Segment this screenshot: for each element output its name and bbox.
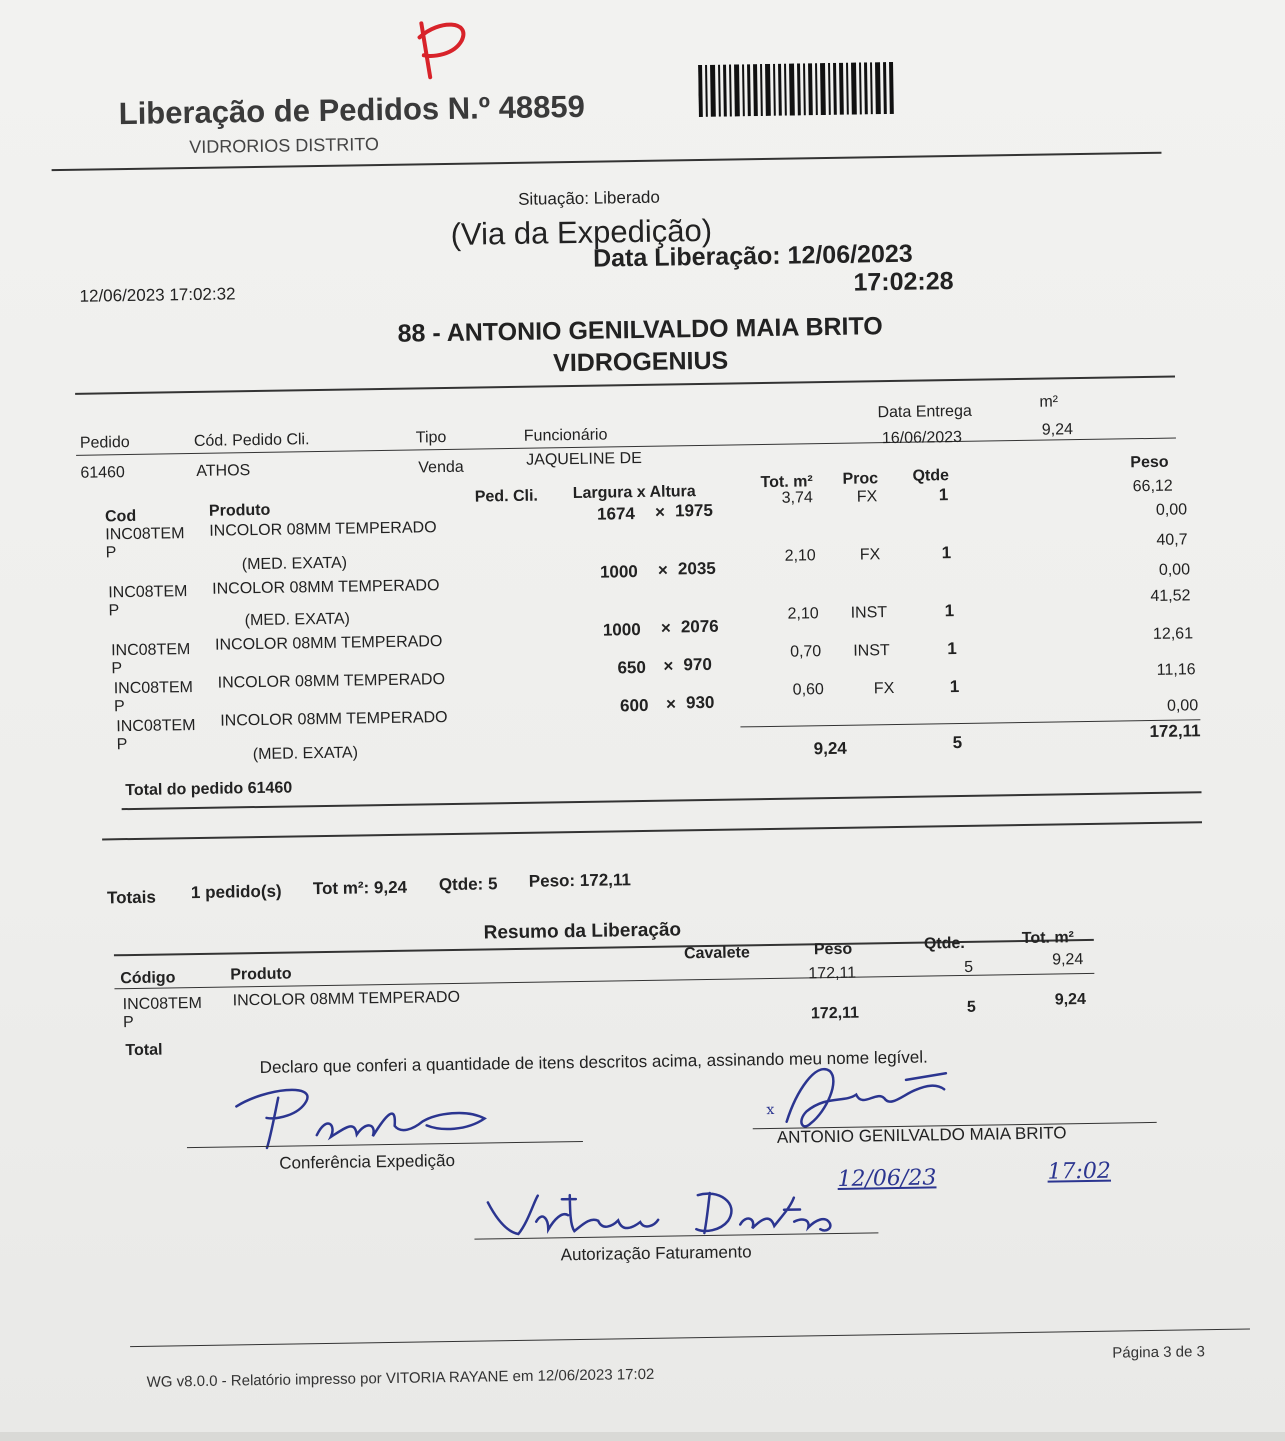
pedido-tipo: Venda xyxy=(418,458,464,477)
hora-liberacao: 17:02:28 xyxy=(853,267,954,297)
autorizacao-signature-icon xyxy=(478,1176,879,1252)
header-m2: m² xyxy=(1039,393,1059,411)
header-data-entrega: Data Entrega xyxy=(877,402,972,422)
item-2-tot-m2: 2,10 xyxy=(784,547,816,565)
item-5-cod-suffix: P xyxy=(116,736,128,754)
item-1-x: × xyxy=(654,502,666,522)
situacao-label: Situação: Liberado xyxy=(517,187,661,209)
item-4-produto: INCOLOR 08MM TEMPERADO xyxy=(217,671,446,692)
footer-pagina: Página 3 de 3 xyxy=(1112,1343,1206,1362)
pedido-total-qtde: 5 xyxy=(952,732,963,753)
cliente-name: 88 - ANTONIO GENILVALDO MAIA BRITO xyxy=(397,312,883,348)
item-2-qtde: 1 xyxy=(941,543,952,563)
item-5-proc: FX xyxy=(873,680,895,698)
item-4-proc: INST xyxy=(853,642,890,660)
svg-text:x: x xyxy=(766,1101,775,1119)
item-2-produto: INCOLOR 08MM TEMPERADO xyxy=(212,577,440,598)
resumo-row-produto: INCOLOR 08MM TEMPERADO xyxy=(232,988,461,1010)
items-header-ped-cli: Ped. Cli. xyxy=(474,487,539,506)
items-header-proc: Proc xyxy=(842,470,879,488)
pedido-total-peso: 172,11 xyxy=(1149,721,1201,741)
resumo-title: Resumo da Liberação xyxy=(483,919,682,944)
client-divider xyxy=(75,376,1175,395)
item-2-proc: FX xyxy=(859,546,881,564)
footer-relatorio: WG v8.0.0 - Relatório impresso por VITORIA RAYANE em 12/06/2023 17:02 xyxy=(146,1365,655,1391)
item-1-obs: (MED. EXATA) xyxy=(241,554,348,574)
item-5-x: × xyxy=(665,694,677,714)
item-5-largura: 600 xyxy=(619,695,649,716)
resumo-total-label: Total xyxy=(125,1041,163,1060)
items-header-largura-altura: Largura x Altura xyxy=(572,483,696,503)
items-header-tot-m2: Tot. m² xyxy=(760,473,813,492)
item-2-cod-suffix: P xyxy=(108,602,120,620)
document-title: Liberação de Pedidos N.º 48859 xyxy=(118,88,586,132)
item-5-peso-a: 0,00 xyxy=(1166,697,1199,715)
resumo-header-produto: Produto xyxy=(230,965,292,984)
item-3-tot-m2: 2,10 xyxy=(787,605,819,623)
item-5-produto: INCOLOR 08MM TEMPERADO xyxy=(220,709,448,730)
items-header-produto: Produto xyxy=(208,501,271,520)
resumo-header-cavalete: Cavalete xyxy=(683,944,750,963)
item-5-qtde: 1 xyxy=(949,676,960,697)
item-5-cod: INC08TEM xyxy=(116,716,196,736)
via-expedicao: (Via da Expedição) xyxy=(450,212,713,252)
company-subtitle: VIDRORIOS DISTRITO xyxy=(189,134,380,158)
item-2-cod: INC08TEM xyxy=(108,583,188,602)
conferencia-label: Conferência Expedição xyxy=(279,1150,456,1173)
items-header-qtde: Qtde xyxy=(912,467,950,485)
item-4-peso-a: 11,16 xyxy=(1156,661,1196,679)
item-2-x: × xyxy=(657,560,669,580)
items-header-cod: Cod xyxy=(104,507,137,526)
pedido-data-entrega: 16/06/2023 xyxy=(881,428,963,448)
item-4-cod: INC08TEM xyxy=(113,679,194,698)
item-3-produto: INCOLOR 08MM TEMPERADO xyxy=(214,633,443,654)
item-1-largura: 1674 xyxy=(596,504,636,524)
resumo-header-peso: Peso xyxy=(813,940,853,959)
resumo-row-peso: 172,11 xyxy=(808,964,857,983)
item-4-x: × xyxy=(663,656,674,676)
resumo-total-qtde: 5 xyxy=(966,998,976,1016)
autorizacao-label: Autorização Faturamento xyxy=(560,1242,752,1265)
handwritten-date: 12/06/23 xyxy=(837,1165,937,1192)
pedido-section-divider xyxy=(102,821,1202,840)
item-1-peso-a: 0,00 xyxy=(1155,501,1188,519)
item-1-qtde: 1 xyxy=(938,485,949,505)
item-4-largura: 650 xyxy=(617,657,647,678)
item-3-cod: INC08TEM xyxy=(111,641,191,660)
item-3-qtde: 1 xyxy=(944,601,955,621)
resumo-row-tot-m2: 9,24 xyxy=(1052,951,1084,969)
item-2-largura: 1000 xyxy=(599,562,638,582)
pedido-number: 61460 xyxy=(80,464,125,482)
item-4-altura: 970 xyxy=(683,654,712,675)
totais-peso: Peso: 172,11 xyxy=(528,870,632,891)
item-4-cod-suffix: P xyxy=(113,698,125,716)
items-header-peso: Peso xyxy=(1130,453,1169,472)
item-1-altura: 1975 xyxy=(674,500,714,521)
item-2-altura: 2035 xyxy=(677,558,716,579)
header-pedido: Pedido xyxy=(79,433,130,452)
item-1-cod-suffix: P xyxy=(105,544,117,562)
resumo-header-qtde: Qtde. xyxy=(923,934,965,953)
print-timestamp: 12/06/2023 17:02:32 xyxy=(79,284,236,306)
barcode-icon xyxy=(698,62,899,117)
pedido-peso-value: 66,12 xyxy=(1132,477,1173,496)
footer-divider xyxy=(130,1328,1250,1347)
header-cod-pedido-cli: Cód. Pedido Cli. xyxy=(193,431,310,450)
resumo-header-tot-m2: Tot. m² xyxy=(1021,929,1075,948)
resumo-row-qtde: 5 xyxy=(964,958,974,976)
resumo-row-cod: INC08TEM xyxy=(122,994,202,1014)
item-1-peso-b: 40,7 xyxy=(1156,531,1188,549)
item-2-peso-a: 0,00 xyxy=(1158,561,1191,579)
item-3-altura: 2076 xyxy=(680,616,719,637)
resumo-header-codigo: Código xyxy=(120,969,176,988)
pedido-m2: 9,24 xyxy=(1041,421,1074,439)
item-5-obs: (MED. EXATA) xyxy=(252,744,359,764)
handwritten-p-mark xyxy=(409,14,490,85)
item-5-tot-m2: 0,60 xyxy=(792,681,824,699)
declaracao-text: Declaro que conferi a quantidade de itens descritos acima, assinando meu nome legível. xyxy=(259,1047,928,1078)
data-liberacao: Data Liberação: 12/06/2023 xyxy=(592,239,913,273)
item-2-obs: (MED. EXATA) xyxy=(244,610,351,630)
resumo-total-tot-m2: 9,24 xyxy=(1054,991,1087,1009)
item-3-proc: INST xyxy=(850,604,888,622)
item-3-x: × xyxy=(660,618,671,638)
document-sheet xyxy=(29,0,1251,1441)
header-tipo: Tipo xyxy=(415,429,447,447)
pedido-total-m2: 9,24 xyxy=(813,738,847,759)
totais-m2: Tot m²: 9,24 xyxy=(312,877,408,899)
item-2-peso-b: 41,52 xyxy=(1150,587,1191,605)
pedido-cod-cli: ATHOS xyxy=(196,462,251,480)
item-4-tot-m2: 0,70 xyxy=(789,643,822,661)
handwritten-time: 17:02 xyxy=(1047,1158,1112,1185)
resumo-row-cod-suffix: P xyxy=(122,1013,134,1032)
item-1-cod: INC08TEM xyxy=(105,525,185,544)
item-1-proc: FX xyxy=(856,488,878,506)
item-3-cod-suffix: P xyxy=(111,660,123,678)
item-4-qtde: 1 xyxy=(947,639,957,659)
item-1-tot-m2: 3,74 xyxy=(781,489,813,507)
totais-pedidos: 1 pedido(s) xyxy=(190,881,282,903)
item-3-largura: 1000 xyxy=(602,619,641,640)
resumo-total-peso: 172,11 xyxy=(810,1004,860,1023)
item-3-peso-a: 12,61 xyxy=(1152,625,1194,643)
cliente-signature-label: ANTONIO GENILVALDO MAIA BRITO xyxy=(776,1123,1067,1147)
totais-label: Totais xyxy=(106,887,156,908)
pedido-total-label: Total do pedido 61460 xyxy=(125,779,293,800)
totais-qtde: Qtde: 5 xyxy=(438,874,498,895)
item-1-produto: INCOLOR 08MM TEMPERADO xyxy=(209,519,437,540)
item-5-altura: 930 xyxy=(685,692,715,713)
header-funcionario: Funcionário xyxy=(523,426,608,445)
pedido-funcionario: JAQUELINE DE xyxy=(526,449,642,469)
empresa-name: VIDROGENIUS xyxy=(552,346,729,378)
